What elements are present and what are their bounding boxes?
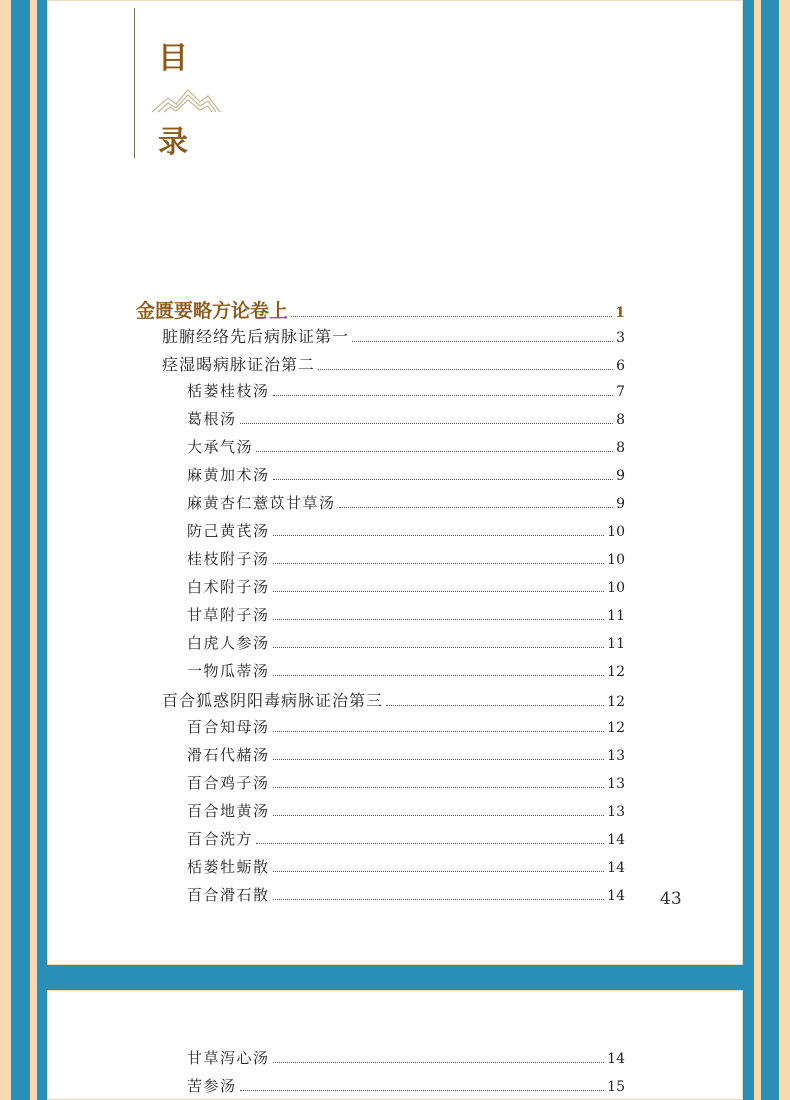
toc-entry-page: 12 <box>607 720 625 736</box>
toc-entry-label: 麻黄加术汤 <box>187 466 270 484</box>
toc-chapter-entry[interactable] <box>162 324 625 346</box>
toc-entry-page: 1 <box>615 305 625 321</box>
toc-entry-page: 11 <box>607 636 625 652</box>
toc-entry-page: 14 <box>607 860 625 876</box>
toc-chapter-entry[interactable] <box>162 688 625 710</box>
toc-dot-leader <box>273 591 605 592</box>
toc-entry-label: 栝蒌牡蛎散 <box>187 858 270 876</box>
toc-entry-label: 栝蒌桂枝汤 <box>187 382 270 400</box>
toc-dot-leader <box>240 423 614 424</box>
toc-item-entry[interactable] <box>187 380 625 402</box>
toc-item-entry[interactable] <box>187 716 625 738</box>
toc-item-entry[interactable] <box>187 1075 625 1097</box>
toc-entry-label: 麻黄杏仁薏苡甘草汤 <box>187 494 336 512</box>
toc-entry-page: 14 <box>607 888 625 904</box>
toc-dot-leader <box>273 563 605 564</box>
toc-item-entry[interactable] <box>187 548 625 570</box>
toc-item-entry[interactable] <box>187 408 625 430</box>
toc-entry-page: 9 <box>616 496 625 512</box>
toc-item-entry[interactable] <box>187 828 625 850</box>
toc-chapter-entry[interactable] <box>162 352 625 374</box>
toc-dot-leader <box>318 369 613 370</box>
toc-item-entry[interactable] <box>187 744 625 766</box>
toc-dot-leader <box>339 507 614 508</box>
mountain-icon <box>150 86 222 116</box>
toc-entry-page: 14 <box>607 1051 625 1067</box>
page-number: 43 <box>660 889 682 909</box>
toc-dot-leader <box>386 705 604 706</box>
toc-item-entry[interactable] <box>187 492 625 514</box>
toc-entry-page: 12 <box>607 694 625 710</box>
toc-entry-label: 百合洗方 <box>187 830 254 848</box>
toc-entry-label: 甘草附子汤 <box>187 606 270 624</box>
toc-entry-page: 10 <box>607 524 625 540</box>
toc-dot-leader <box>240 1090 605 1091</box>
toc-entry-label: 百合滑石散 <box>187 886 270 904</box>
toc-entry-label: 防己黄芪汤 <box>187 522 270 540</box>
toc-item-entry[interactable] <box>187 464 625 486</box>
toc-entry-label: 痉湿暍病脉证治第二 <box>162 355 316 374</box>
frame-stripe-right-outer <box>779 0 790 1100</box>
toc-entry-page: 10 <box>607 552 625 568</box>
toc-entry-page: 6 <box>616 358 625 374</box>
toc-entry-label: 白虎人参汤 <box>187 634 270 652</box>
toc-dot-leader <box>256 451 613 452</box>
toc-entry-page: 13 <box>607 776 625 792</box>
toc-entry-label: 桂枝附子汤 <box>187 550 270 568</box>
toc-entry-page: 9 <box>616 468 625 484</box>
toc-item-entry[interactable] <box>187 884 625 906</box>
toc-item-entry[interactable] <box>187 632 625 654</box>
toc-entry-label: 百合知母汤 <box>187 718 270 736</box>
toc-item-entry[interactable] <box>187 436 625 458</box>
toc-dot-leader <box>273 395 614 396</box>
title-vertical-rule <box>134 8 135 158</box>
toc-entry-page: 8 <box>616 412 625 428</box>
toc-entry-page: 8 <box>616 440 625 456</box>
toc-entry-page: 13 <box>607 804 625 820</box>
title-char-lu: 录 <box>158 125 188 160</box>
toc-entry-label: 甘草泻心汤 <box>187 1049 270 1067</box>
toc-entry-page: 15 <box>607 1079 625 1095</box>
toc-entry-page: 13 <box>607 748 625 764</box>
frame-stripe-right-inner <box>754 0 761 1100</box>
toc-entry-page: 3 <box>616 330 625 346</box>
toc-dot-leader <box>273 871 605 872</box>
toc-item-entry[interactable] <box>187 1047 625 1069</box>
toc-dot-leader <box>273 759 605 760</box>
toc-entry-label: 百合狐惑阴阳毒病脉证治第三 <box>162 691 384 710</box>
toc-dot-leader <box>256 843 604 844</box>
frame-stripe-left-outer <box>0 0 11 1100</box>
toc-entry-label: 葛根汤 <box>187 410 237 428</box>
toc-item-entry[interactable] <box>187 520 625 542</box>
toc-entry-label: 百合地黄汤 <box>187 802 270 820</box>
toc-dot-leader <box>273 787 605 788</box>
toc-dot-leader <box>273 815 605 816</box>
toc-item-entry[interactable] <box>187 660 625 682</box>
toc-item-entry[interactable] <box>187 576 625 598</box>
toc-entry-page: 11 <box>607 608 625 624</box>
toc-dot-leader <box>273 899 605 900</box>
toc-entry-label: 一物瓜蒂汤 <box>187 662 270 680</box>
toc-dot-leader <box>273 675 605 676</box>
toc-item-entry[interactable] <box>187 800 625 822</box>
toc-item-entry[interactable] <box>187 604 625 626</box>
frame-stripe-left-inner <box>30 0 37 1100</box>
toc-dot-leader <box>273 619 605 620</box>
toc-entry-page: 14 <box>607 832 625 848</box>
toc-entry-label: 大承气汤 <box>187 438 254 456</box>
toc-entry-label: 百合鸡子汤 <box>187 774 270 792</box>
toc-item-entry[interactable] <box>187 856 625 878</box>
toc-dot-leader <box>352 341 613 342</box>
toc-entry-page: 7 <box>616 384 625 400</box>
toc-dot-leader <box>273 647 605 648</box>
toc-dot-leader <box>273 535 605 536</box>
toc-entry-label: 白术附子汤 <box>187 578 270 596</box>
toc-dot-leader <box>273 731 605 732</box>
toc-entry-page: 10 <box>607 580 625 596</box>
toc-item-entry[interactable] <box>187 772 625 794</box>
toc-dot-leader <box>273 479 614 480</box>
toc-dot-leader <box>291 316 612 317</box>
toc-entry-label: 脏腑经络先后病脉证第一 <box>162 327 350 346</box>
page-divider-band <box>47 965 743 990</box>
toc-dot-leader <box>273 1062 605 1063</box>
toc-entry-label: 苦参汤 <box>187 1077 237 1095</box>
toc-volume-entry[interactable] <box>136 296 625 322</box>
title-char-mu: 目 <box>158 41 188 76</box>
toc-entry-label: 金匮要略方论卷上 <box>136 300 289 322</box>
toc-entry-page: 12 <box>607 664 625 680</box>
toc-entry-label: 滑石代赭汤 <box>187 746 270 764</box>
